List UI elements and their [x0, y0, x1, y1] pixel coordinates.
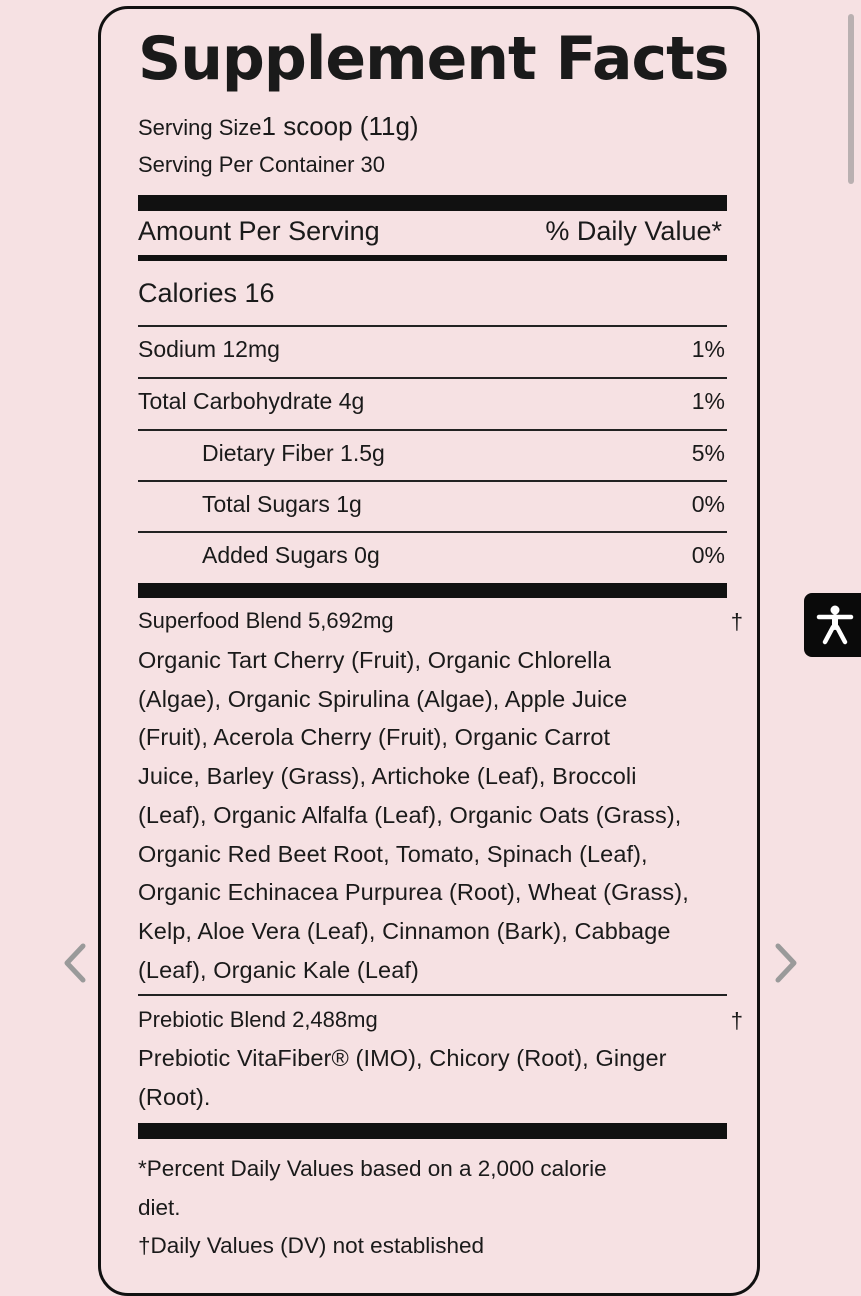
scrollbar-thumb[interactable] — [848, 14, 854, 184]
accessibility-button[interactable] — [804, 593, 861, 657]
chevron-right-icon — [768, 940, 804, 986]
dagger-note: †Daily Values (DV) not established — [138, 1233, 485, 1258]
superfood-blend-title: Superfood Blend 5,692mg — [138, 608, 394, 633]
thick-divider — [138, 583, 727, 598]
page-title: Supplement Facts — [138, 24, 729, 94]
nutrient-dv: 1% — [691, 336, 725, 362]
daily-value-heading: % Daily Value* — [545, 216, 722, 246]
chevron-left-icon — [57, 940, 93, 986]
prebiotic-ingredients — [138, 1039, 733, 1116]
next-button[interactable] — [768, 940, 804, 986]
divider — [138, 377, 727, 379]
nutrient-name: Total Carbohydrate 4g — [138, 388, 365, 414]
ingredient-line: (Fruit), Acerola Cherry (Fruit), Organic Carrot — [138, 724, 611, 751]
nutrient-row — [138, 542, 727, 578]
nutrient-dv: 0% — [691, 491, 725, 517]
ingredient-line: Prebiotic VitaFiber® (IMO), Chicory (Root), Ginger — [138, 1045, 667, 1071]
nutrient-name: Added Sugars 0g — [202, 542, 380, 568]
nutrient-name: Total Sugars 1g — [202, 491, 362, 517]
serving-size-value: 1 scoop (11g) — [261, 111, 419, 141]
dagger-mark: † — [730, 609, 743, 634]
ingredient-line: Juice, Barley (Grass), Artichoke (Leaf), Broccoli — [138, 763, 637, 790]
calories: Calories 16 — [138, 278, 275, 308]
ingredient-line: Organic Tart Cherry (Fruit), Organic Chlorella — [138, 647, 611, 673]
servings-per-container: Serving Per Container 30 — [138, 152, 386, 177]
serving-size-label: Serving Size — [138, 115, 262, 140]
accessibility-icon — [816, 605, 854, 645]
footnotes — [138, 1150, 698, 1266]
ingredient-line: (Root). — [138, 1083, 211, 1110]
nutrient-name: Dietary Fiber 1.5g — [202, 440, 385, 466]
prebiotic-blend-title: Prebiotic Blend 2,488mg — [138, 1007, 378, 1032]
divider — [138, 429, 727, 431]
ingredient-line: Kelp, Aloe Vera (Leaf), Cinnamon (Bark), Cabbage — [138, 917, 671, 944]
divider — [138, 325, 727, 327]
divider — [138, 994, 727, 996]
nutrient-row — [138, 336, 727, 372]
ingredient-line: (Leaf), Organic Alfalfa (Leaf), Organic Oats (Grass), — [138, 801, 682, 828]
ingredient-line: Organic Echinacea Purpurea (Root), Wheat (Grass), — [138, 879, 689, 906]
percent-dv-note: *Percent Daily Values based on a 2,000 calorie — [138, 1156, 607, 1181]
nutrient-row — [138, 440, 727, 476]
nutrient-row — [138, 388, 727, 424]
dagger-mark: † — [730, 1008, 743, 1033]
ingredient-line: (Algae), Organic Spirulina (Algae), Apple Juice — [138, 685, 628, 712]
ingredient-line: (Leaf), Organic Kale (Leaf) — [138, 956, 419, 983]
percent-dv-note-cont: diet. — [138, 1194, 181, 1220]
thick-divider — [138, 1123, 727, 1139]
nutrient-name: Sodium 12mg — [138, 336, 280, 362]
ingredient-line: Organic Red Beet Root, Tomato, Spinach (Leaf), — [138, 840, 648, 867]
nutrient-dv: 1% — [691, 388, 725, 414]
superfood-ingredients — [138, 641, 733, 989]
thick-divider — [138, 195, 727, 211]
medium-divider — [138, 255, 727, 261]
amount-per-serving-heading: Amount Per Serving — [138, 216, 380, 246]
nutrient-row — [138, 491, 727, 527]
serving-size — [138, 111, 419, 142]
nutrient-dv: 0% — [691, 542, 725, 568]
nutrient-dv: 5% — [691, 440, 725, 466]
divider — [138, 531, 727, 533]
divider — [138, 480, 727, 482]
prev-button[interactable] — [57, 940, 93, 986]
supplement-facts-panel — [98, 6, 760, 1296]
